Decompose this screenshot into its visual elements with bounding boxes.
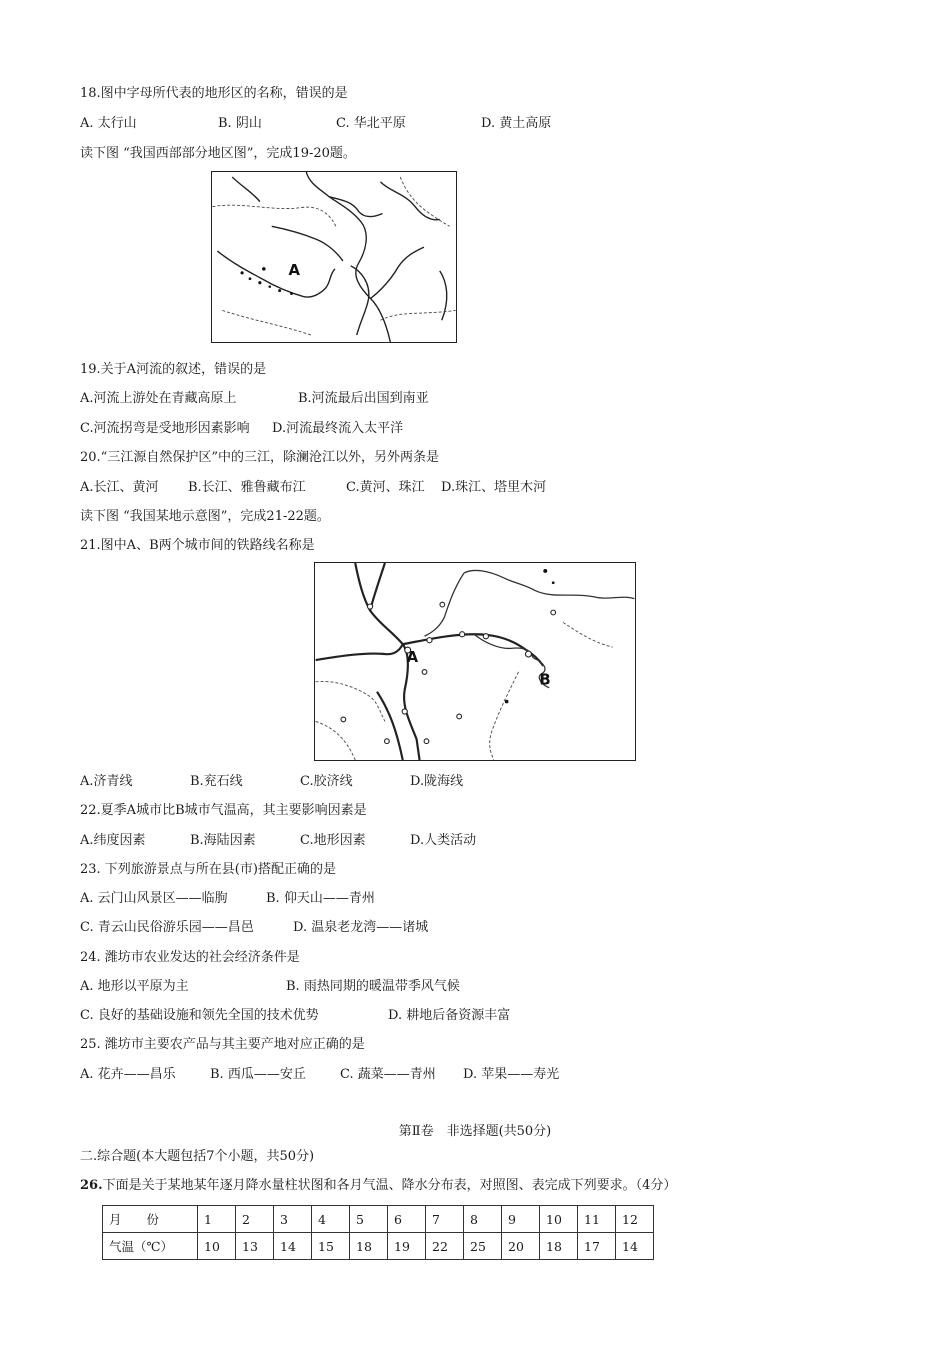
q19-option-a: A.河流上游处在青藏高原上 <box>80 391 237 406</box>
q18-option-d: D. 黄土高原 <box>481 116 552 131</box>
q19-option-d: D.河流最终流入太平洋 <box>272 421 404 436</box>
month-cell: 6 <box>388 1206 426 1233</box>
q26-text: 下面是关于某地某年逐月降水量柱状图和各月气温、降水分布表，对照图、表完成下列要求。（4分） <box>102 1178 677 1193</box>
q22-option-a: A.纬度因素 <box>80 833 146 848</box>
q25-option-a: A. 花卉——昌乐 <box>80 1067 176 1082</box>
q25-option-d: D. 苹果——寿光 <box>463 1067 560 1082</box>
q24-option-d: D. 耕地后备资源丰富 <box>388 1008 511 1023</box>
q26-number: 26. <box>80 1178 103 1193</box>
q22-option-b: B.海陆因素 <box>190 833 256 848</box>
q18-option-b: B. 阴山 <box>218 116 262 131</box>
q24-option-b: B. 雨热同期的暖温带季风气候 <box>286 979 460 994</box>
temp-cell: 18 <box>350 1233 388 1260</box>
q23-option-b: B. 仰天山——青州 <box>266 891 375 906</box>
month-cell: 9 <box>502 1206 540 1233</box>
q21-option-c: C.胶济线 <box>300 774 353 789</box>
temp-cell: 25 <box>464 1233 502 1260</box>
q19-stem: 19.关于A河流的叙述，错误的是 <box>80 362 267 377</box>
q21-option-a: A.济青线 <box>80 774 133 789</box>
q19-option-b: B.河流最后出国到南亚 <box>298 391 429 406</box>
q23-options-row1 <box>80 891 375 907</box>
temp-cell: 22 <box>426 1233 464 1260</box>
q22-option-c: C.地形因素 <box>300 833 366 848</box>
q21-options <box>80 774 463 790</box>
temp-cell: 14 <box>274 1233 312 1260</box>
q25-option-b: B. 西瓜——安丘 <box>210 1067 306 1082</box>
q23-stem: 23. 下列旅游景点与所在县(市)搭配正确的是 <box>80 862 336 877</box>
map-western-china <box>211 171 457 343</box>
intro-19-20: 读下图 “我国西部部分地区图”，完成19-20题。 <box>80 146 356 161</box>
q20-stem: 20.“三江源自然保护区”中的三江，除澜沧江以外，另外两条是 <box>80 450 439 465</box>
q21-stem: 21.图中A、B两个城市间的铁路线名称是 <box>80 538 315 553</box>
month-cell: 5 <box>350 1206 388 1233</box>
month-cell: 3 <box>274 1206 312 1233</box>
q24-options-row1 <box>80 979 460 995</box>
month-cell: 7 <box>426 1206 464 1233</box>
q18-options <box>80 116 551 132</box>
table-row-temps <box>103 1233 654 1260</box>
month-cell: 1 <box>198 1206 236 1233</box>
temp-cell: 10 <box>198 1233 236 1260</box>
q23-option-a: A. 云门山风景区——临朐 <box>80 891 228 906</box>
month-cell: 10 <box>540 1206 578 1233</box>
temp-cell: 13 <box>236 1233 274 1260</box>
month-header: 月 份 <box>103 1206 198 1233</box>
temp-cell: 14 <box>616 1233 654 1260</box>
q24-option-c: C. 良好的基础设施和领先全国的技术优势 <box>80 1008 319 1023</box>
q21-option-b: B.兖石线 <box>190 774 243 789</box>
table-row-months <box>103 1206 654 1233</box>
map-shandong-drawing <box>315 563 635 760</box>
part2-title: 第Ⅱ卷 非选择题(共50分) <box>398 1124 552 1139</box>
q23-options-row2 <box>80 920 428 936</box>
map1-label-a: A <box>288 261 301 279</box>
climate-table <box>102 1205 654 1260</box>
month-cell: 12 <box>616 1206 654 1233</box>
q24-stem: 24. 潍坊市农业发达的社会经济条件是 <box>80 950 300 965</box>
temp-cell: 15 <box>312 1233 350 1260</box>
q18-stem: 18.图中字母所代表的地形区的名称，错误的是 <box>80 86 348 101</box>
map2-label-a: A <box>406 648 419 666</box>
temp-cell: 19 <box>388 1233 426 1260</box>
temp-header: 气温（℃） <box>103 1233 198 1260</box>
q24-option-a: A. 地形以平原为主 <box>80 979 189 994</box>
month-cell: 11 <box>578 1206 616 1233</box>
q20-option-c: C.黄河、珠江 <box>346 480 425 495</box>
month-cell: 2 <box>236 1206 274 1233</box>
month-cell: 8 <box>464 1206 502 1233</box>
q20-option-d: D.珠江、塔里木河 <box>441 480 547 495</box>
month-cell: 4 <box>312 1206 350 1233</box>
q24-options-row2 <box>80 1008 510 1024</box>
map-western-china-drawing <box>212 172 456 342</box>
temp-cell: 17 <box>578 1233 616 1260</box>
q26-stem <box>80 1178 676 1194</box>
q20-option-a: A.长江、黄河 <box>80 480 159 495</box>
q23-option-d: D. 温泉老龙湾——诸城 <box>293 920 429 935</box>
q25-options <box>80 1067 559 1083</box>
intro-21-22: 读下图 “我国某地示意图”，完成21-22题。 <box>80 509 330 524</box>
q19-options-row2 <box>80 421 403 437</box>
q18-option-c: C. 华北平原 <box>336 116 406 131</box>
q23-option-c: C. 青云山民俗游乐园——昌邑 <box>80 920 254 935</box>
q21-option-d: D.陇海线 <box>410 774 464 789</box>
q19-option-c: C.河流拐弯是受地形因素影响 <box>80 421 250 436</box>
section2-title: 二.综合题(本大题包括7个小题，共50分) <box>80 1149 315 1164</box>
temp-cell: 20 <box>502 1233 540 1260</box>
map2-label-b: B <box>539 671 551 689</box>
q22-options <box>80 833 476 849</box>
q22-option-d: D.人类活动 <box>410 833 477 848</box>
map-shandong <box>314 562 636 761</box>
q25-stem: 25. 潍坊市主要农产品与其主要产地对应正确的是 <box>80 1037 365 1052</box>
q20-options <box>80 480 546 496</box>
q25-option-c: C. 蔬菜——青州 <box>340 1067 436 1082</box>
temp-cell: 18 <box>540 1233 578 1260</box>
q18-option-a: A. 太行山 <box>80 116 137 131</box>
q20-option-b: B.长江、雅鲁藏布江 <box>188 480 306 495</box>
q19-options-row1 <box>80 391 429 407</box>
q22-stem: 22.夏季A城市比B城市气温高，其主要影响因素是 <box>80 803 367 818</box>
